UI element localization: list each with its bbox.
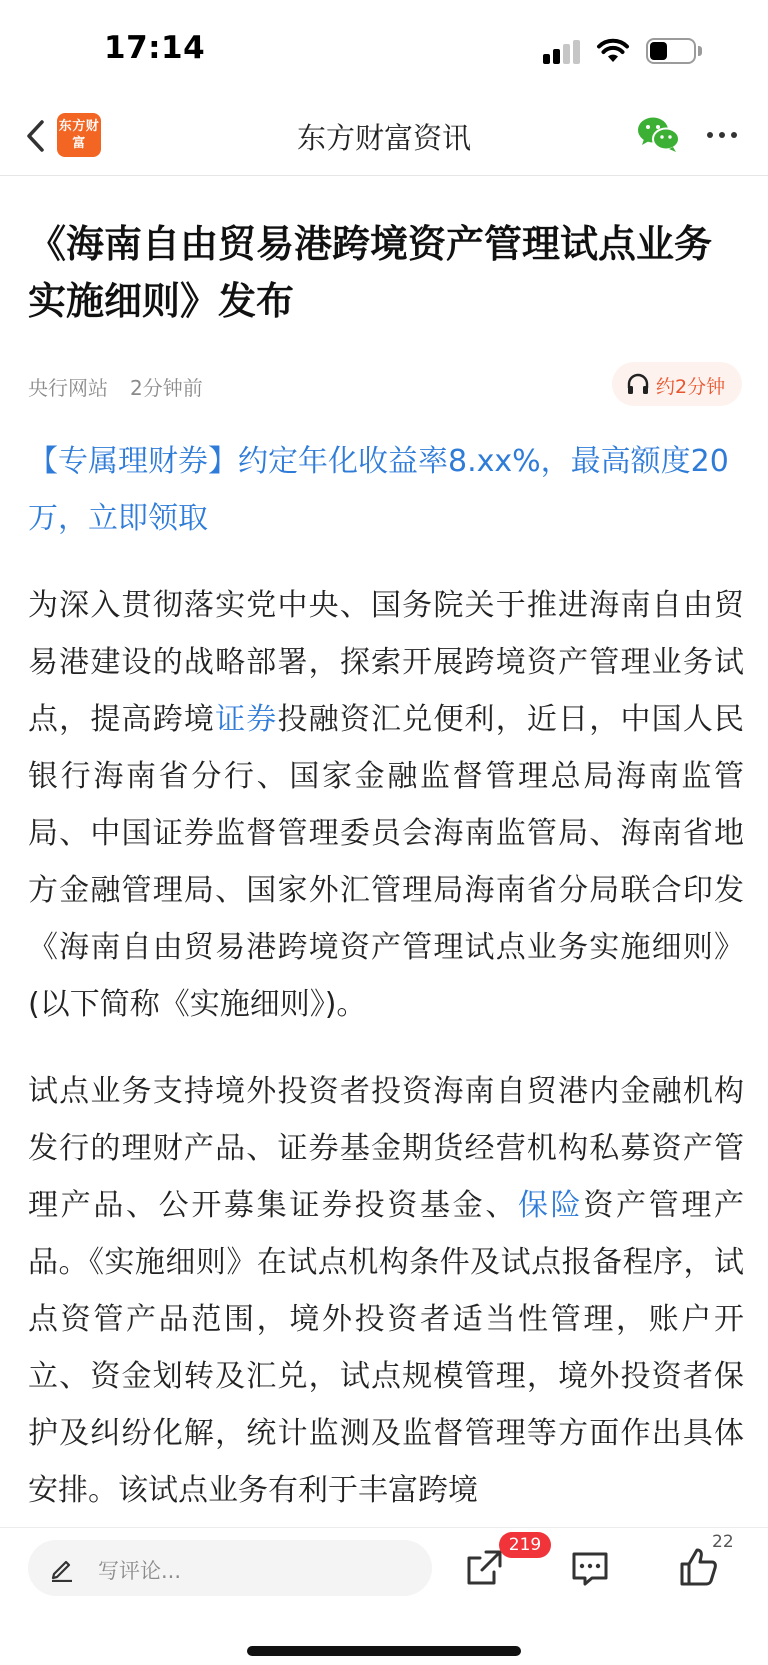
paragraph-text: 资产管理产品。《实施细则》在试点机构条件及试点报备程序，试点资管产品范围，境外投资者适当性管理，账户开立、资金划转及汇兑，试点规模管理，境外投资者保护及纠纷化解，统计监测及监督管理等方面作出具体安排。该试点业务有利于丰富跨境	[28, 1188, 744, 1508]
comment-icon[interactable]	[570, 1548, 610, 1588]
thumbs-up-icon[interactable]	[678, 1546, 720, 1588]
status-time: 17:14	[104, 30, 206, 66]
bottom-action-bar	[0, 1527, 768, 1665]
listen-button[interactable]	[612, 362, 742, 406]
stock-link-insurance[interactable]: 保险	[518, 1188, 584, 1223]
app-logo: 东方财富	[57, 113, 101, 157]
more-dots-icon[interactable]	[706, 120, 738, 150]
nav-title: 东方财富资讯	[296, 121, 471, 155]
listen-duration: 约2分钟	[656, 376, 726, 398]
comment-placeholder: 写评论...	[98, 1559, 182, 1583]
paragraph-text: 为深入贯彻落实党中央、国务院关于推进海南自由贸易港建设的战略部署，探索开展跨境资产管理业务试点，提高跨境	[28, 588, 744, 737]
cellular-signal-icon	[543, 40, 583, 64]
article-paragraph	[28, 1063, 744, 1543]
share-count-badge: 219	[499, 1532, 551, 1558]
wechat-icon[interactable]	[636, 114, 682, 154]
article-time: 2分钟前	[130, 376, 203, 400]
article-title: 《海南自由贸易港跨境资产管理试点业务实施细则》发布	[28, 222, 713, 323]
article-source: 央行网站	[28, 376, 108, 400]
share-icon[interactable]	[464, 1548, 504, 1588]
pen-icon	[48, 1554, 76, 1582]
nav-bar	[0, 96, 768, 176]
wifi-icon	[596, 36, 630, 64]
promo-link[interactable]: 【专属理财券】约定年化收益率8.xx%，最高额度20万，立即领取	[28, 444, 729, 536]
paragraph-text: 试点业务支持境外投资者投资海南自贸港内金融机构发行的理财产品、证券基金期货经营机构私募资产管理产品、公开募集证券投资基金、	[28, 1074, 744, 1223]
stock-link-securities[interactable]: 证券	[215, 702, 278, 737]
status-bar	[0, 0, 768, 96]
like-count: 22	[712, 1532, 734, 1552]
article-paragraph	[28, 577, 744, 1033]
home-indicator	[247, 1646, 521, 1656]
comment-input[interactable]	[28, 1540, 432, 1596]
paragraph-text: 投融资汇兑便利，近日，中国人民银行海南省分行、国家金融监督管理总局海南监管局、中国证券监督管理委员会海南监管局、海南省地方金融管理局、国家外汇管理局海南省分局联合印发《海南自由贸易港跨境资产管理试点业务实施细则》(以下简称《实施细则》)。	[28, 702, 745, 1022]
headphones-icon	[626, 373, 650, 395]
battery-icon	[646, 38, 702, 64]
